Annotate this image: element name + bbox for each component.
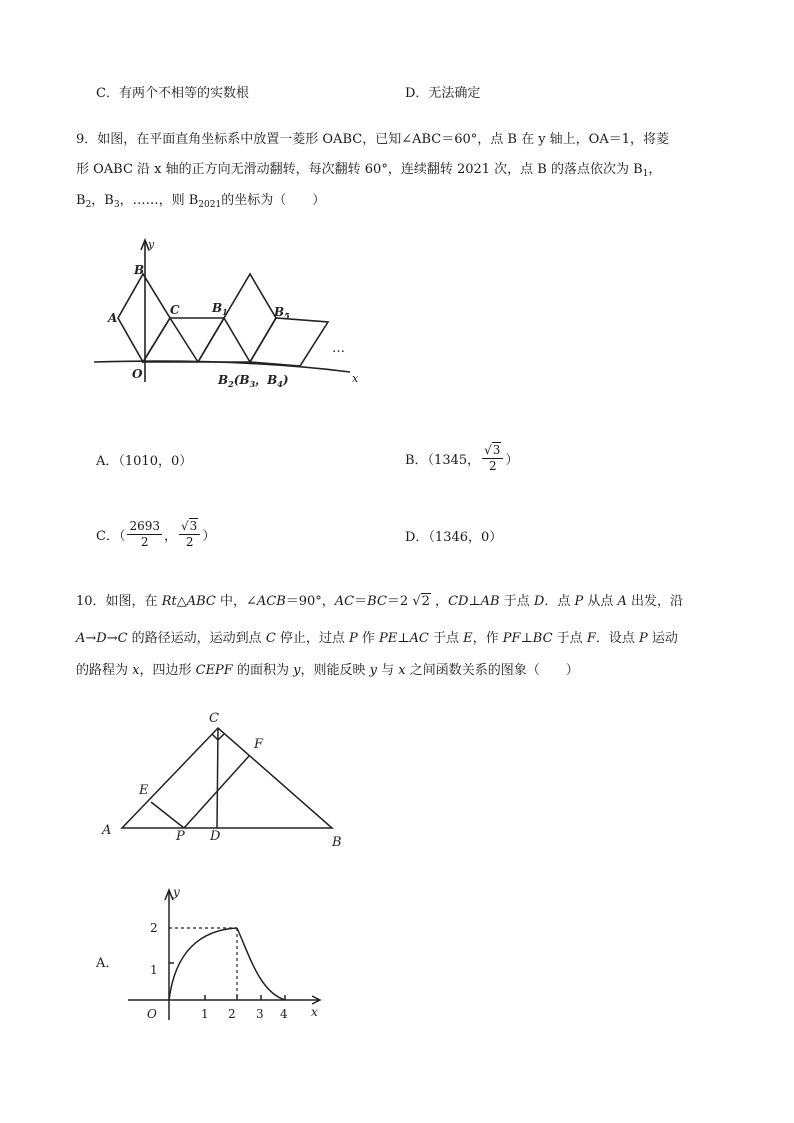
q8-option-c: C．有两个不相等的实数根 <box>96 86 249 101</box>
fig-label-c: C <box>170 303 180 317</box>
fig-label-b1: $B_1$ <box>212 301 228 317</box>
q9-option-d: D．（1346，0） <box>405 530 503 545</box>
q9-rhombus-figure <box>88 232 368 402</box>
q9-option-b: B．（1345， $\frac{√3}{2}$ ） <box>405 442 519 473</box>
q10-option-a-graph <box>120 882 330 1032</box>
fig-label-b2: $B_2(B_3$，$B_4$) <box>218 373 289 389</box>
q9-option-c: C．（ $\frac{2693}{2}$ ， $\frac{√3}{2}$ ） <box>96 518 216 549</box>
graph-ytick-2: 2 <box>150 921 158 935</box>
fig-label-y: y <box>148 238 155 251</box>
q9-stem-line1: 9．如图，在平面直角坐标系中放置一菱形 OABC，已知∠ABC＝60°，点 B 在 y 轴上，OA＝1，将菱 <box>76 132 669 147</box>
q10-option-a-label: A． <box>96 956 119 971</box>
tri-label-e: E <box>139 783 149 798</box>
tri-label-c: C <box>209 711 219 726</box>
tri-label-b: B <box>332 835 342 850</box>
fig-label-x: x <box>352 372 359 385</box>
fig-label-b: B <box>134 263 145 277</box>
graph-tick-2: 2 <box>228 1007 236 1021</box>
tri-label-a: A <box>102 823 112 838</box>
graph-tick-4: 4 <box>280 1007 288 1021</box>
q9-option-a: A．（1010，0） <box>96 454 193 469</box>
graph-tick-1: 1 <box>201 1007 209 1021</box>
graph-label-x: x <box>311 1005 318 1019</box>
q9-stem-line3: $B_2$，$B_3$，……，则 $B_{2021}$的坐标为（ ） <box>76 193 326 210</box>
q8-option-d: D．无法确定 <box>405 86 481 101</box>
graph-label-o: O <box>147 1007 157 1021</box>
fig-label-a: A <box>108 311 118 325</box>
q10-stem-line2: A→D→C 的路径运动，运动到点 C 停止，过点 P 作 PE⊥AC 于点 E，作 PF⊥BC 于点 F．设点 P 运动 <box>76 631 678 646</box>
q10-stem-line1: 10．如图，在 Rt△ABC 中，∠ACB＝90°，AC＝BC＝2 √2 ，CD⊥AB 于点 D．点 P 从点 A 出发，沿 <box>76 594 684 609</box>
fig-ellipsis: … <box>332 341 345 356</box>
q10-triangle-figure <box>96 706 356 856</box>
q10-stem-line3: 的路程为 x，四边形 CEPF 的面积为 y，则能反映 y 与 x 之间函数关系的图象（ ） <box>76 663 579 678</box>
tri-label-f: F <box>254 737 264 752</box>
tri-label-p: P <box>176 829 185 844</box>
graph-ytick-1: 1 <box>150 963 158 977</box>
fig-label-o: O <box>132 367 143 381</box>
q9-stem-line2: 形 OABC 沿 x 轴的正方向无滑动翻转，每次翻转 60°，连续翻转 2021 次，点 B 的落点依次为 $B_1$， <box>76 162 662 179</box>
graph-label-y: y <box>173 885 180 899</box>
tri-label-d: D <box>210 829 221 844</box>
graph-tick-3: 3 <box>256 1007 264 1021</box>
fig-label-b5: $B_5$ <box>274 305 290 321</box>
